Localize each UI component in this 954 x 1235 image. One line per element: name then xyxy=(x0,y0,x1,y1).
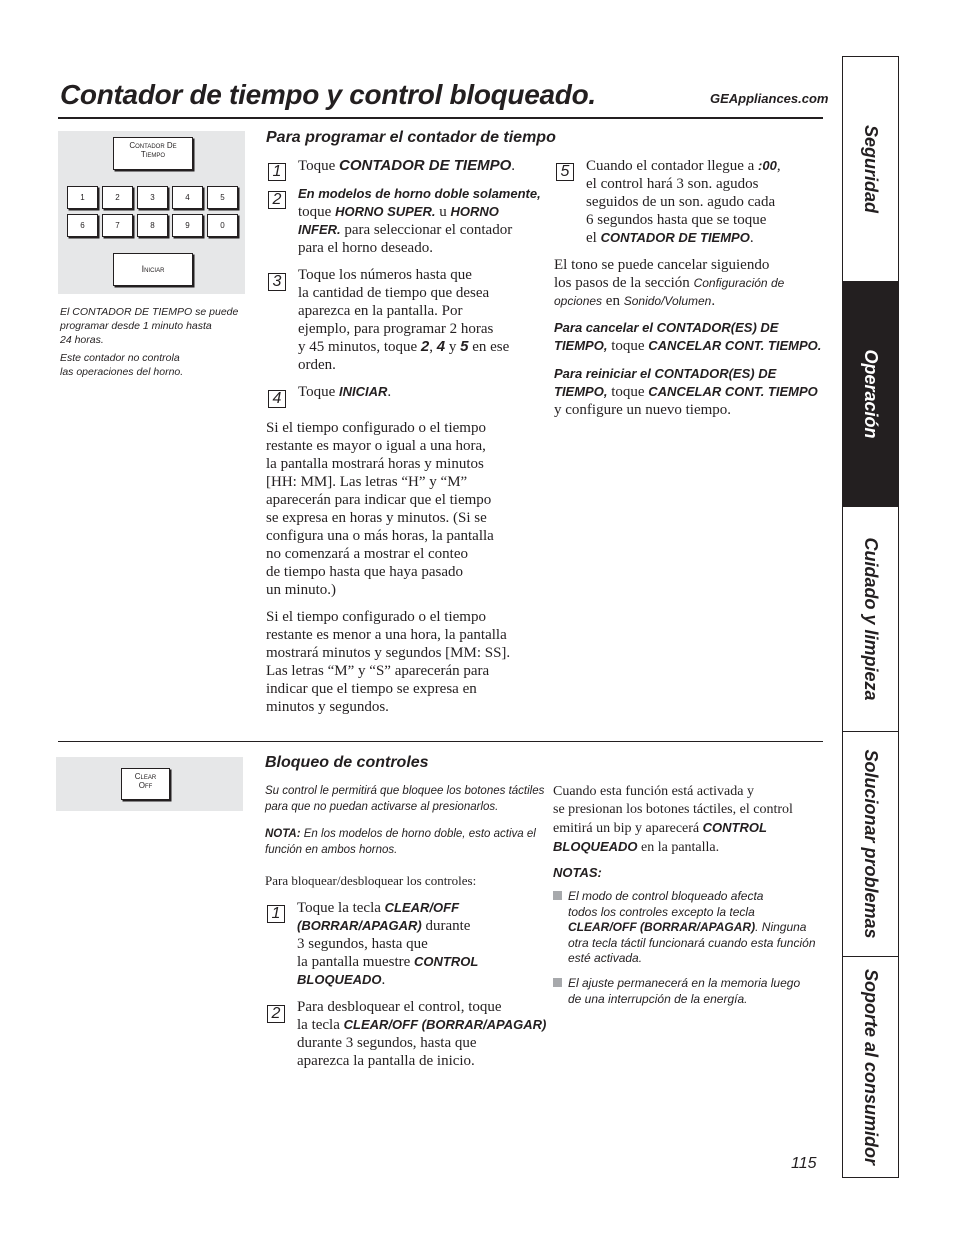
key-ref: CLEAR/OFF (BORRAR/APAGAR) xyxy=(343,1017,547,1032)
header-rule xyxy=(58,117,823,119)
text: otra tecla táctil funcionará cuando esta función xyxy=(568,935,816,950)
timer-control-panel xyxy=(58,131,245,294)
key-ref: INICIAR xyxy=(339,384,388,399)
text: 6 segundos hasta que se toque xyxy=(586,212,767,228)
lock-active-paragraph xyxy=(553,783,793,857)
text: , xyxy=(776,158,781,174)
text: y xyxy=(445,339,461,355)
clear-off-line1: Clear xyxy=(134,772,157,781)
text: u xyxy=(435,204,451,220)
key-ref: HORNO xyxy=(450,204,499,219)
text: [HH: MM]. Las letras “H” y “M” xyxy=(266,474,468,490)
text: . xyxy=(749,230,754,246)
text: . Ninguna xyxy=(755,920,807,934)
text: el xyxy=(586,230,601,246)
text: emitirá un bip y aparecerá xyxy=(553,821,703,836)
text: En los modelos de horno doble, esto activa el xyxy=(300,828,536,840)
text: mostrará minutos y segundos [MM: SS]. xyxy=(266,645,511,661)
text: Si el tiempo configurado o el tiempo xyxy=(266,609,486,625)
text: orden. xyxy=(298,357,336,373)
section-divider xyxy=(58,741,823,742)
tab-seguridad[interactable] xyxy=(843,57,898,282)
text: Su control le permitirá que bloquee los botones táctiles xyxy=(265,785,545,797)
lock-note-1 xyxy=(553,889,816,967)
caption-line: Este contador no controla xyxy=(60,352,180,364)
key-ref: CONTROL xyxy=(414,954,479,969)
caption-timer-range xyxy=(60,305,250,347)
tab-operacion[interactable] xyxy=(843,282,898,507)
text: opciones xyxy=(554,294,603,308)
text: el control hará 3 son. agudos xyxy=(586,176,759,192)
step-number-1: 1 xyxy=(268,163,286,181)
text: TIEMPO, xyxy=(554,338,608,353)
timer-button-line2: Tiempo xyxy=(140,150,166,159)
key-7[interactable]: 7 xyxy=(102,214,133,237)
text: de tiempo hasta que haya pasado xyxy=(266,564,464,580)
text: aparezca la pantalla de inicio. xyxy=(297,1053,475,1069)
text: en xyxy=(602,293,624,309)
text: función en ambos hornos. xyxy=(265,844,398,856)
text: Cuando esta función está activada y xyxy=(553,784,754,799)
key-ref: 4 xyxy=(436,338,446,355)
tab-cuidado-y-limpieza[interactable] xyxy=(843,507,898,732)
key-4[interactable]: 4 xyxy=(172,186,203,209)
text: configura una o más horas, la pantalla xyxy=(266,528,494,544)
text: la cantidad de tiempo que desea xyxy=(298,285,490,301)
tab-soporte-al-consumidor[interactable] xyxy=(843,957,898,1176)
text: Si el tiempo configurado o el tiempo xyxy=(266,420,486,436)
lock-heading: Bloqueo de controles xyxy=(265,754,429,771)
text: la tecla xyxy=(297,1017,344,1033)
text: Toque la tecla xyxy=(297,900,385,916)
text: En modelos de horno doble solamente, xyxy=(298,186,541,201)
text: y configure un nuevo tiempo. xyxy=(554,402,732,418)
timer-button[interactable] xyxy=(113,137,193,170)
paragraph-cancel xyxy=(554,319,821,355)
text: aparecerán para indicar que el tiempo xyxy=(266,492,492,508)
text: se presionan los botones táctiles, el control xyxy=(553,802,793,817)
notes-label: NOTAS: xyxy=(553,865,602,880)
lock-step-number-1: 1 xyxy=(267,905,285,923)
text: Para cancelar el CONTADOR(ES) DE xyxy=(554,320,779,335)
text: no comenzará a mostrar el conteo xyxy=(266,546,468,562)
text: 3 segundos, hasta que xyxy=(297,936,428,952)
text: en la pantalla. xyxy=(637,840,720,855)
text: Sonido/Volumen xyxy=(623,294,712,308)
text: para que no puedan activarse al presionarlos. xyxy=(265,801,499,813)
text: Para desbloquear el control, toque xyxy=(297,999,502,1015)
text: toque xyxy=(607,384,649,400)
text: indicar que el tiempo se expresa en xyxy=(266,681,477,697)
start-button[interactable]: Iniciar xyxy=(113,253,193,286)
caption-line: El CONTADOR DE TIEMPO se puede xyxy=(60,306,239,318)
key-ref: CLEAR/OFF (BORRAR/APAGAR) xyxy=(568,920,756,934)
text: Para reiniciar el CONTADOR(ES) DE xyxy=(554,366,777,381)
text: . xyxy=(381,972,386,988)
clear-off-line2: Off xyxy=(138,781,153,790)
step-number-5: 5 xyxy=(556,163,574,181)
tab-label: Cuidado y limpieza xyxy=(860,537,881,701)
paragraph-hours xyxy=(266,419,546,599)
page-number: 115 xyxy=(791,1155,817,1172)
key-9[interactable]: 9 xyxy=(172,214,203,237)
key-1[interactable]: 1 xyxy=(67,186,98,209)
text: Las letras “M” y “S” aparecerán para xyxy=(266,663,490,679)
bullet-icon xyxy=(553,891,562,900)
key-ref: HORNO SUPER. xyxy=(335,204,436,219)
text: esté activada. xyxy=(568,951,643,965)
text: para el horno deseado. xyxy=(298,240,433,256)
clear-off-panel xyxy=(56,757,243,811)
paragraph-minutes xyxy=(266,608,546,716)
text: y 45 minutos, toque xyxy=(298,339,421,355)
text: TIEMPO, xyxy=(554,384,608,399)
key-ref: CANCELAR CONT. TIEMPO xyxy=(648,384,818,399)
key-ref: :00 xyxy=(758,158,777,173)
text: en ese xyxy=(468,339,510,355)
timer-step-5 xyxy=(586,157,781,247)
lock-note-2 xyxy=(553,976,800,1007)
step-number-2: 2 xyxy=(268,191,286,209)
text: todos los controles excepto la tecla xyxy=(568,904,755,919)
text: toque xyxy=(607,338,649,354)
text: minutos y segundos. xyxy=(266,699,389,715)
text: toque xyxy=(298,204,336,220)
text: aparezca en la pantalla. Por xyxy=(298,303,463,319)
key-3[interactable]: 3 xyxy=(137,186,168,209)
website-url: GEAppliances.com xyxy=(710,91,829,106)
text: . xyxy=(711,293,716,309)
step-number-3: 3 xyxy=(268,273,286,291)
lock-intro xyxy=(265,783,544,815)
clear-off-button[interactable] xyxy=(121,768,170,800)
tab-label: Solucionar problemas xyxy=(860,749,881,939)
key-ref: 2 xyxy=(420,338,430,355)
text: Cuando el contador llegue a xyxy=(586,158,759,174)
key-ref: INFER. xyxy=(298,222,341,237)
note-label: NOTA: xyxy=(265,828,301,840)
text: , xyxy=(429,339,437,355)
text: durante xyxy=(421,918,471,934)
step-number-4: 4 xyxy=(268,390,286,408)
caption-line: las operaciones del horno. xyxy=(60,366,184,378)
text: durante 3 segundos, hasta que xyxy=(297,1035,477,1051)
text: ejemplo, para programar 2 horas xyxy=(298,321,494,337)
key-ref: CANCELAR CONT. TIEMPO. xyxy=(648,338,822,353)
text: Toque xyxy=(298,384,340,400)
text: . xyxy=(511,158,516,174)
caption-line: 24 horas. xyxy=(60,334,104,346)
key-5[interactable]: 5 xyxy=(207,186,238,209)
text: Configuración de xyxy=(693,276,785,290)
text: Toque xyxy=(298,158,340,174)
caption-line: programar desde 1 minuto hasta xyxy=(60,320,212,332)
text: restante es mayor o igual a una hora, xyxy=(266,438,486,454)
timer-step-2 xyxy=(298,185,541,257)
text: se expresa en horas y minutos. (Si se xyxy=(266,510,487,526)
tab-label: Seguridad xyxy=(860,124,881,214)
text: . xyxy=(387,384,392,400)
text: restante es menor a una hora, la pantalla xyxy=(266,627,507,643)
paragraph-reset xyxy=(554,365,818,419)
text: un minuto.) xyxy=(266,582,336,598)
timer-heading: Para programar el contador de tiempo xyxy=(266,129,556,146)
key-ref: BLOQUEADO xyxy=(553,839,638,854)
timer-step-1 xyxy=(298,157,515,175)
tab-label: Operación xyxy=(860,349,881,439)
paragraph-tone xyxy=(554,256,784,310)
text: los pasos de la sección xyxy=(554,275,694,291)
text: de una interrupción de la energía. xyxy=(568,991,748,1006)
timer-button-line1: Contador De xyxy=(129,141,177,150)
text: la pantalla muestre xyxy=(297,954,415,970)
caption-oven-note xyxy=(60,351,250,379)
text: El modo de control bloqueado afecta xyxy=(568,889,764,903)
key-0[interactable]: 0 xyxy=(207,214,238,237)
timer-step-3 xyxy=(298,266,509,374)
lock-step-1 xyxy=(297,899,478,989)
key-2[interactable]: 2 xyxy=(102,186,133,209)
tab-solucionar-problemas[interactable] xyxy=(843,732,898,957)
section-tabs xyxy=(842,56,899,1178)
lock-step-2 xyxy=(297,998,546,1070)
key-ref: CLEAR/OFF xyxy=(384,900,460,915)
page-title: Contador de tiempo y control bloqueado. xyxy=(60,79,596,110)
key-ref: (BORRAR/APAGAR) xyxy=(297,918,422,933)
tab-label: Soporte al consumidor xyxy=(860,968,881,1165)
lock-instructions: Para bloquear/desbloquear los controles: xyxy=(265,873,477,888)
key-ref: 5 xyxy=(460,338,469,355)
key-ref: CONTADOR DE TIEMPO xyxy=(339,157,512,174)
key-8[interactable]: 8 xyxy=(137,214,168,237)
text: la pantalla mostrará horas y minutos xyxy=(266,456,484,472)
text: El ajuste permanecerá en la memoria luego xyxy=(568,976,801,990)
key-ref: CONTROL xyxy=(702,820,767,835)
lock-note xyxy=(265,826,536,858)
text: El tono se puede cancelar siguiendo xyxy=(554,257,770,273)
key-ref: CONTADOR DE TIEMPO xyxy=(600,230,750,245)
bullet-icon xyxy=(553,978,562,987)
text: seguidos de un son. agudo cada xyxy=(586,194,776,210)
text: Toque los números hasta que xyxy=(298,267,472,283)
lock-step-number-2: 2 xyxy=(267,1005,285,1023)
timer-step-4 xyxy=(298,383,391,401)
text: para seleccionar el contador xyxy=(340,222,513,238)
key-ref: BLOQUEADO xyxy=(297,972,382,987)
key-6[interactable]: 6 xyxy=(67,214,98,237)
